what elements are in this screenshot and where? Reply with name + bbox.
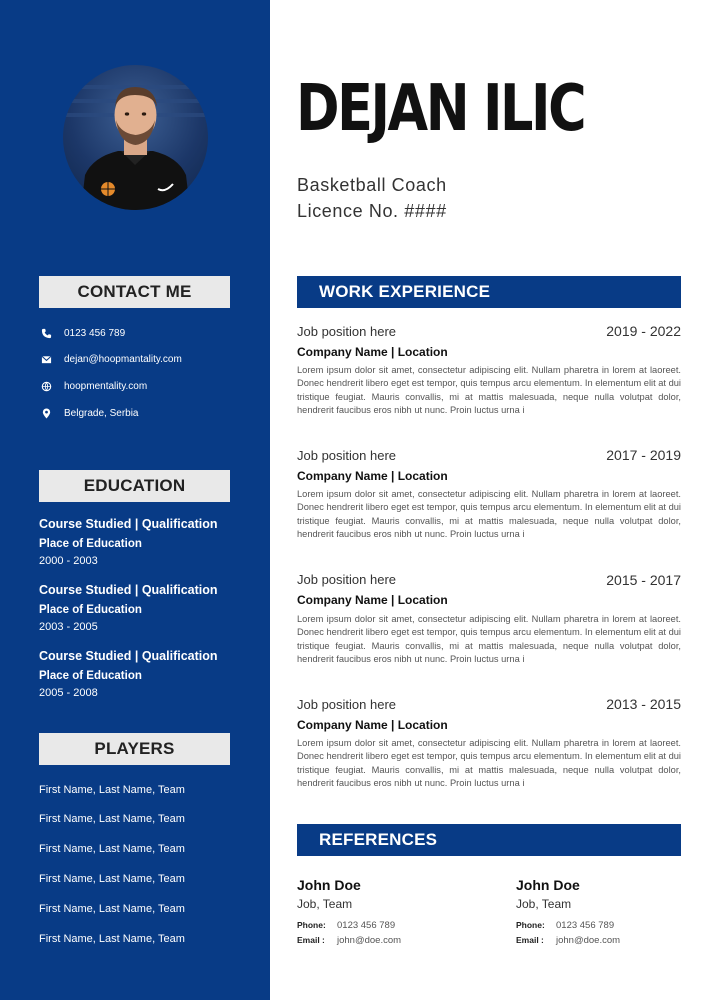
job-years: 2019 - 2022 bbox=[606, 323, 681, 339]
player-item: First Name, Last Name, Team bbox=[39, 784, 185, 796]
person-name: DEJAN ILIC bbox=[296, 72, 585, 146]
job-company: Company Name | Location bbox=[297, 469, 448, 483]
sidebar bbox=[0, 0, 270, 1000]
location-text: Belgrade, Serbia bbox=[64, 407, 139, 419]
reference-email-label: Email : bbox=[516, 935, 544, 945]
job-title: Basketball Coach bbox=[297, 175, 447, 195]
job-position: Job position here bbox=[297, 448, 397, 463]
reference-phone-label: Phone: bbox=[297, 920, 326, 930]
player-item: First Name, Last Name, Team bbox=[39, 933, 185, 945]
reference-email-value[interactable]: john@doe.com bbox=[556, 935, 621, 946]
contact-website bbox=[40, 378, 147, 394]
players-heading: PLAYERS bbox=[39, 733, 230, 765]
education-place: Place of Education bbox=[39, 538, 142, 550]
job-company: Company Name | Location bbox=[297, 593, 448, 607]
phone-icon bbox=[40, 327, 52, 339]
website-text[interactable]: hoopmentality.com bbox=[64, 380, 148, 392]
education-place: Place of Education bbox=[39, 670, 142, 682]
email-text[interactable]: dejan@hoopmantality.com bbox=[64, 353, 182, 365]
contact-location bbox=[40, 405, 139, 421]
reference-role: Job, Team bbox=[516, 897, 572, 911]
education-course: Course Studied | Qualification bbox=[39, 649, 218, 663]
education-years: 2005 - 2008 bbox=[39, 687, 98, 699]
reference-role: Job, Team bbox=[297, 897, 353, 911]
player-item: First Name, Last Name, Team bbox=[39, 843, 185, 855]
reference-email-value[interactable]: john@doe.com bbox=[337, 935, 402, 946]
player-item: First Name, Last Name, Team bbox=[39, 813, 185, 825]
contact-email bbox=[40, 351, 182, 367]
reference-name: John Doe bbox=[516, 877, 580, 893]
reference-phone-value: 0123 456 789 bbox=[337, 920, 396, 931]
reference-phone bbox=[516, 920, 614, 931]
job-years: 2015 - 2017 bbox=[606, 572, 681, 588]
reference-email bbox=[516, 935, 620, 946]
education-course: Course Studied | Qualification bbox=[39, 517, 218, 531]
profile-photo bbox=[63, 65, 208, 210]
job-position: Job position here bbox=[297, 324, 397, 339]
job-description: Lorem ipsum dolor sit amet, consectetur adipiscing elit. Nullam pharetra in lorem at laoreet. Donec hendrerit libero eget est tempor, quis tempus arcu elementum. In elementum elit at dui tristique feugiat. Mauris convallis, mi at mattis malesuada, neque nulla volutpat dolor, hendrerit faucibus eros nibh ut nunc. Proin luctus urna i bbox=[297, 614, 681, 664]
job-years: 2013 - 2015 bbox=[606, 696, 681, 712]
contact-phone bbox=[40, 325, 125, 341]
education-place: Place of Education bbox=[39, 604, 142, 616]
contact-heading: CONTACT ME bbox=[39, 276, 230, 308]
location-pin-icon bbox=[40, 407, 52, 419]
reference-email-label: Email : bbox=[297, 935, 325, 945]
player-item: First Name, Last Name, Team bbox=[39, 903, 185, 915]
job-company: Company Name | Location bbox=[297, 345, 448, 359]
work-experience-heading: WORK EXPERIENCE bbox=[297, 276, 681, 308]
reference-phone-label: Phone: bbox=[516, 920, 545, 930]
education-heading: EDUCATION bbox=[39, 470, 230, 502]
education-years: 2000 - 2003 bbox=[39, 555, 98, 567]
reference-name: John Doe bbox=[297, 877, 361, 893]
education-course: Course Studied | Qualification bbox=[39, 583, 218, 597]
player-item: First Name, Last Name, Team bbox=[39, 873, 185, 885]
licence-number: Licence No. #### bbox=[297, 201, 447, 221]
job-description: Lorem ipsum dolor sit amet, consectetur adipiscing elit. Nullam pharetra in lorem at laoreet. Donec hendrerit libero eget est tempor, quis tempus arcu elementum. In elementum elit at dui tristique feugiat. Mauris convallis, mi at mattis malesuada, neque nulla volutpat dolor, hendrerit faucibus eros nibh ut nunc. Proin luctus urna i bbox=[297, 365, 681, 415]
job-years: 2017 - 2019 bbox=[606, 447, 681, 463]
phone-text: 0123 456 789 bbox=[64, 327, 126, 339]
job-position: Job position here bbox=[297, 697, 397, 712]
education-years: 2003 - 2005 bbox=[39, 621, 98, 633]
job-company: Company Name | Location bbox=[297, 718, 448, 732]
reference-email bbox=[297, 935, 401, 946]
reference-phone bbox=[297, 920, 395, 931]
job-description: Lorem ipsum dolor sit amet, consectetur adipiscing elit. Nullam pharetra in lorem at laoreet. Donec hendrerit libero eget est tempor, quis tempus arcu elementum. In elementum elit at dui tristique feugiat. Mauris convallis, mi at mattis malesuada, neque nulla volutpat dolor, hendrerit faucibus eros nibh ut nunc. Proin luctus urna i bbox=[297, 738, 681, 788]
reference-phone-value: 0123 456 789 bbox=[556, 920, 615, 931]
job-position: Job position here bbox=[297, 572, 397, 587]
references-heading: REFERENCES bbox=[297, 824, 681, 856]
globe-icon bbox=[40, 380, 52, 392]
email-icon bbox=[40, 353, 52, 365]
job-description: Lorem ipsum dolor sit amet, consectetur adipiscing elit. Nullam pharetra in lorem at laoreet. Donec hendrerit libero eget est tempor, quis tempus arcu elementum. In elementum elit at dui tristique feugiat. Mauris convallis, mi at mattis malesuada, neque nulla volutpat dolor, hendrerit faucibus eros nibh ut nunc. Proin luctus urna i bbox=[297, 489, 681, 539]
